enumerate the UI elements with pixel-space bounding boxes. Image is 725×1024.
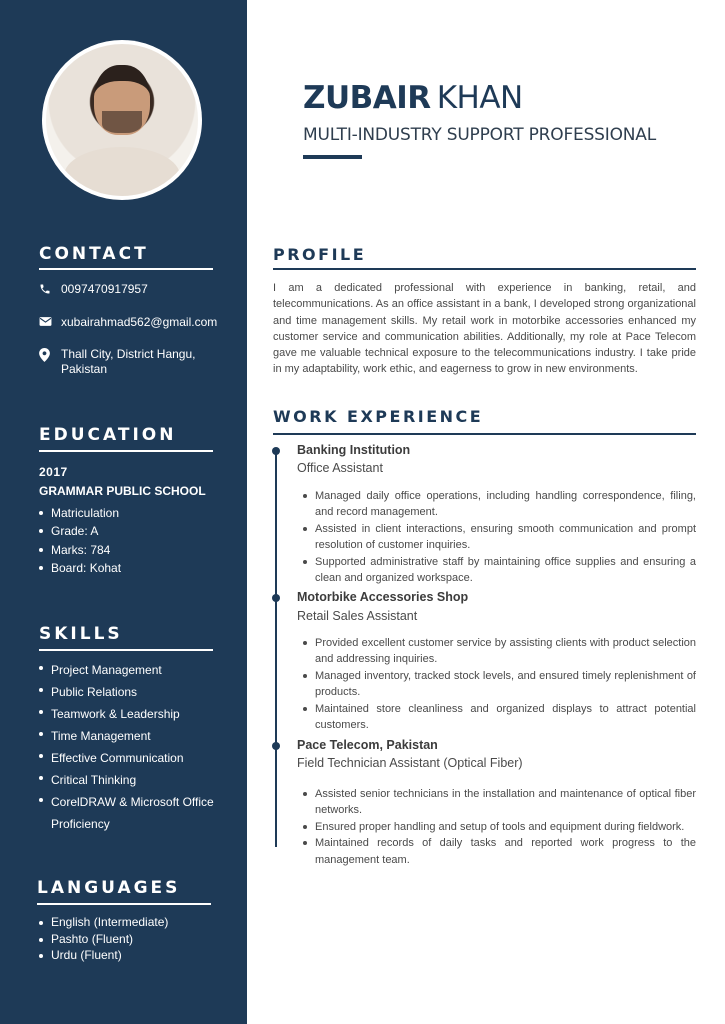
languages-divider xyxy=(37,903,211,905)
role-title: MULTI-INDUSTRY SUPPORT PROFESSIONAL xyxy=(303,125,656,145)
education-school: GRAMMAR PUBLIC SCHOOL xyxy=(39,484,206,498)
list-item: Provided excellent customer service by assisting clients with product selection and addressing inquiries. xyxy=(297,635,696,668)
first-name: ZUBAIR xyxy=(303,80,431,116)
timeline-line xyxy=(275,449,277,847)
list-item: Assisted in client interactions, ensuring smooth communication and prompt resolution of customer inquiries. xyxy=(297,521,696,554)
job-organization: Pace Telecom, Pakistan xyxy=(297,738,438,752)
page-title xyxy=(303,80,523,116)
list-item: English (Intermediate) xyxy=(36,914,168,931)
list-item: Effective Communication xyxy=(36,747,216,769)
education-divider xyxy=(39,450,213,452)
job-organization: Banking Institution xyxy=(297,443,411,457)
email-icon xyxy=(39,315,61,327)
list-item: Teamwork & Leadership xyxy=(36,703,216,725)
skills-divider xyxy=(39,649,213,651)
email-address[interactable]: xubairahmad562@gmail.com xyxy=(61,315,218,329)
job-bullets xyxy=(297,488,696,586)
profile-divider xyxy=(273,268,696,270)
location-icon xyxy=(39,347,61,362)
experience-divider xyxy=(273,433,696,435)
list-item: Board: Kohat xyxy=(36,559,121,577)
timeline-dot xyxy=(272,594,280,602)
job-title: Retail Sales Assistant xyxy=(297,609,418,623)
job-title: Field Technician Assistant (Optical Fiber) xyxy=(297,756,523,770)
languages-list xyxy=(36,914,168,964)
phone-icon xyxy=(39,282,61,295)
contact-phone xyxy=(39,282,148,297)
list-item: Supported administrative staff by maintaining office supplies and ensuring a clean and organized workspace. xyxy=(297,554,696,587)
timeline-dot xyxy=(272,742,280,750)
list-item: Ensured proper handling and setup of tools and equipment during fieldwork. xyxy=(297,819,696,835)
contact-divider xyxy=(39,268,213,270)
list-item: Maintained store cleanliness and organized displays to attract potential customers. xyxy=(297,701,696,734)
contact-heading: CONTACT xyxy=(39,244,149,264)
list-item: Time Management xyxy=(36,725,216,747)
last-name: KHAN xyxy=(436,80,523,116)
list-item: Managed inventory, tracked stock levels, and ensured timely replenishment of products. xyxy=(297,668,696,701)
skills-list xyxy=(36,659,216,835)
experience-heading: WORK EXPERIENCE xyxy=(273,407,484,426)
education-heading: EDUCATION xyxy=(39,425,177,445)
languages-heading: LANGUAGES xyxy=(37,878,181,898)
list-item: Pashto (Fluent) xyxy=(36,931,168,948)
list-item: Marks: 784 xyxy=(36,541,121,559)
list-item: Matriculation xyxy=(36,504,121,522)
sidebar xyxy=(0,0,247,1024)
list-item: Maintained records of daily tasks and reported work progress to the management team. xyxy=(297,835,696,868)
profile-heading: PROFILE xyxy=(273,245,367,264)
list-item: Critical Thinking xyxy=(36,769,216,791)
timeline-dot xyxy=(272,447,280,455)
job-bullets xyxy=(297,786,696,868)
contact-address xyxy=(39,347,229,377)
education-list xyxy=(36,504,121,577)
list-item: Public Relations xyxy=(36,681,216,703)
contact-email xyxy=(39,315,217,330)
job-bullets xyxy=(297,635,696,733)
education-year: 2017 xyxy=(39,465,68,479)
phone-number[interactable]: 0097470917957 xyxy=(61,282,148,296)
profile-photo xyxy=(42,40,202,200)
list-item: Urdu (Fluent) xyxy=(36,947,168,964)
skills-heading: SKILLS xyxy=(39,624,123,644)
avatar xyxy=(46,44,198,196)
list-item: CorelDRAW & Microsoft Office Proficiency xyxy=(36,791,216,835)
list-item: Grade: A xyxy=(36,522,121,540)
profile-text: I am a dedicated professional with experience in banking, retail, and telecommunications. As an office assistant in a bank, I developed strong organizational and time management skills. My retail work in motorbike accessories enhanced my customer service and communication abilities. Additionally, my role at Pace Telecom gave me valuable technical exposure to the telecommunications industry. I take pride in my adaptability, work ethic, and eagerness to grow in new environments. xyxy=(273,282,696,376)
title-underline xyxy=(303,155,362,159)
job-title: Office Assistant xyxy=(297,461,383,475)
list-item: Managed daily office operations, including handling correspondence, filing, and record management. xyxy=(297,488,696,521)
address-text: Thall City, District Hangu, Pakistan xyxy=(61,347,196,376)
job-organization: Motorbike Accessories Shop xyxy=(297,590,469,604)
list-item: Project Management xyxy=(36,659,216,681)
list-item: Assisted senior technicians in the installation and maintenance of optical fiber networks. xyxy=(297,786,696,819)
